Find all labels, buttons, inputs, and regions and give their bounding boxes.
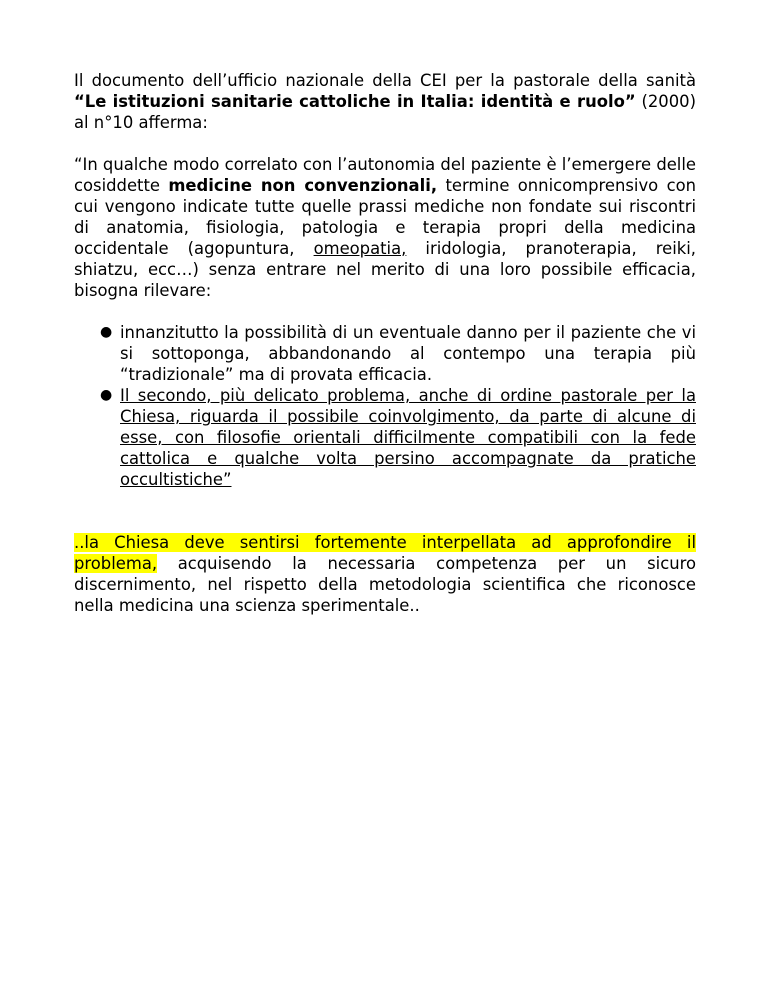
document-page xyxy=(74,70,696,616)
list-item-text: innanzitutto la possibilità di un eventuale danno per il paziente che vi si sottoponga, abbandonando al contempo una terapia più “tradizionale” ma di provata efficacia. xyxy=(120,323,696,384)
bullet-dot-icon: ● xyxy=(100,324,113,340)
intro-paragraph xyxy=(74,70,696,133)
list-item xyxy=(74,322,696,385)
quote-text-1: “In qualche modo correlato con l’autonomia del paziente è l’emergere delle cosiddette xyxy=(74,155,696,195)
quote-text-3: iridologia, pranoterapia, reiki, shiatzu, ecc…) senza entrare nel merito di una loro possibile efficacia, bisogna rilevare: xyxy=(74,239,696,300)
list-item-text-underlined: Il secondo, più delicato problema, anche di ordine pastorale per la Chiesa, riguarda il possibile coinvolgimento, da parte di alcune di esse, con filosofie orientali difficilmente compatibili con la fede cattolica e qualche volta persino accompagnate da pratiche occultistiche” xyxy=(120,386,696,489)
bullet-dot-icon: ● xyxy=(100,387,113,403)
bullet-list xyxy=(74,322,696,490)
quote-text-2: termine onnicomprensivo con cui vengono indicate tutte quelle prassi mediche non fondate sui riscontri di anatomia, fisiologia, patologia e terapia propri della medicina occidentale (agopuntura, xyxy=(74,176,697,258)
document-title: “Le istituzioni sanitarie cattoliche in Italia: identità e ruolo” xyxy=(74,92,636,111)
intro-text-end: (2000) al n°10 afferma: xyxy=(74,92,696,132)
closing-text: acquisendo la necessaria competenza per un sicuro discernimento, nel rispetto della metodologia scientifica che riconosce nella medicina una scienza sperimentale.. xyxy=(74,554,696,615)
list-item xyxy=(74,385,696,490)
intro-text: Il documento dell’ufficio nazionale della CEI per la pastorale della sanità xyxy=(74,71,696,90)
spacer xyxy=(74,490,696,532)
quote-underlined-term: omeopatia, xyxy=(313,239,407,258)
quote-bold-term: medicine non convenzionali, xyxy=(168,176,438,195)
highlighted-text: ..la Chiesa deve sentirsi fortemente interpellata ad approfondire il problema, xyxy=(74,533,696,573)
quote-paragraph xyxy=(74,154,696,301)
closing-paragraph xyxy=(74,532,696,616)
